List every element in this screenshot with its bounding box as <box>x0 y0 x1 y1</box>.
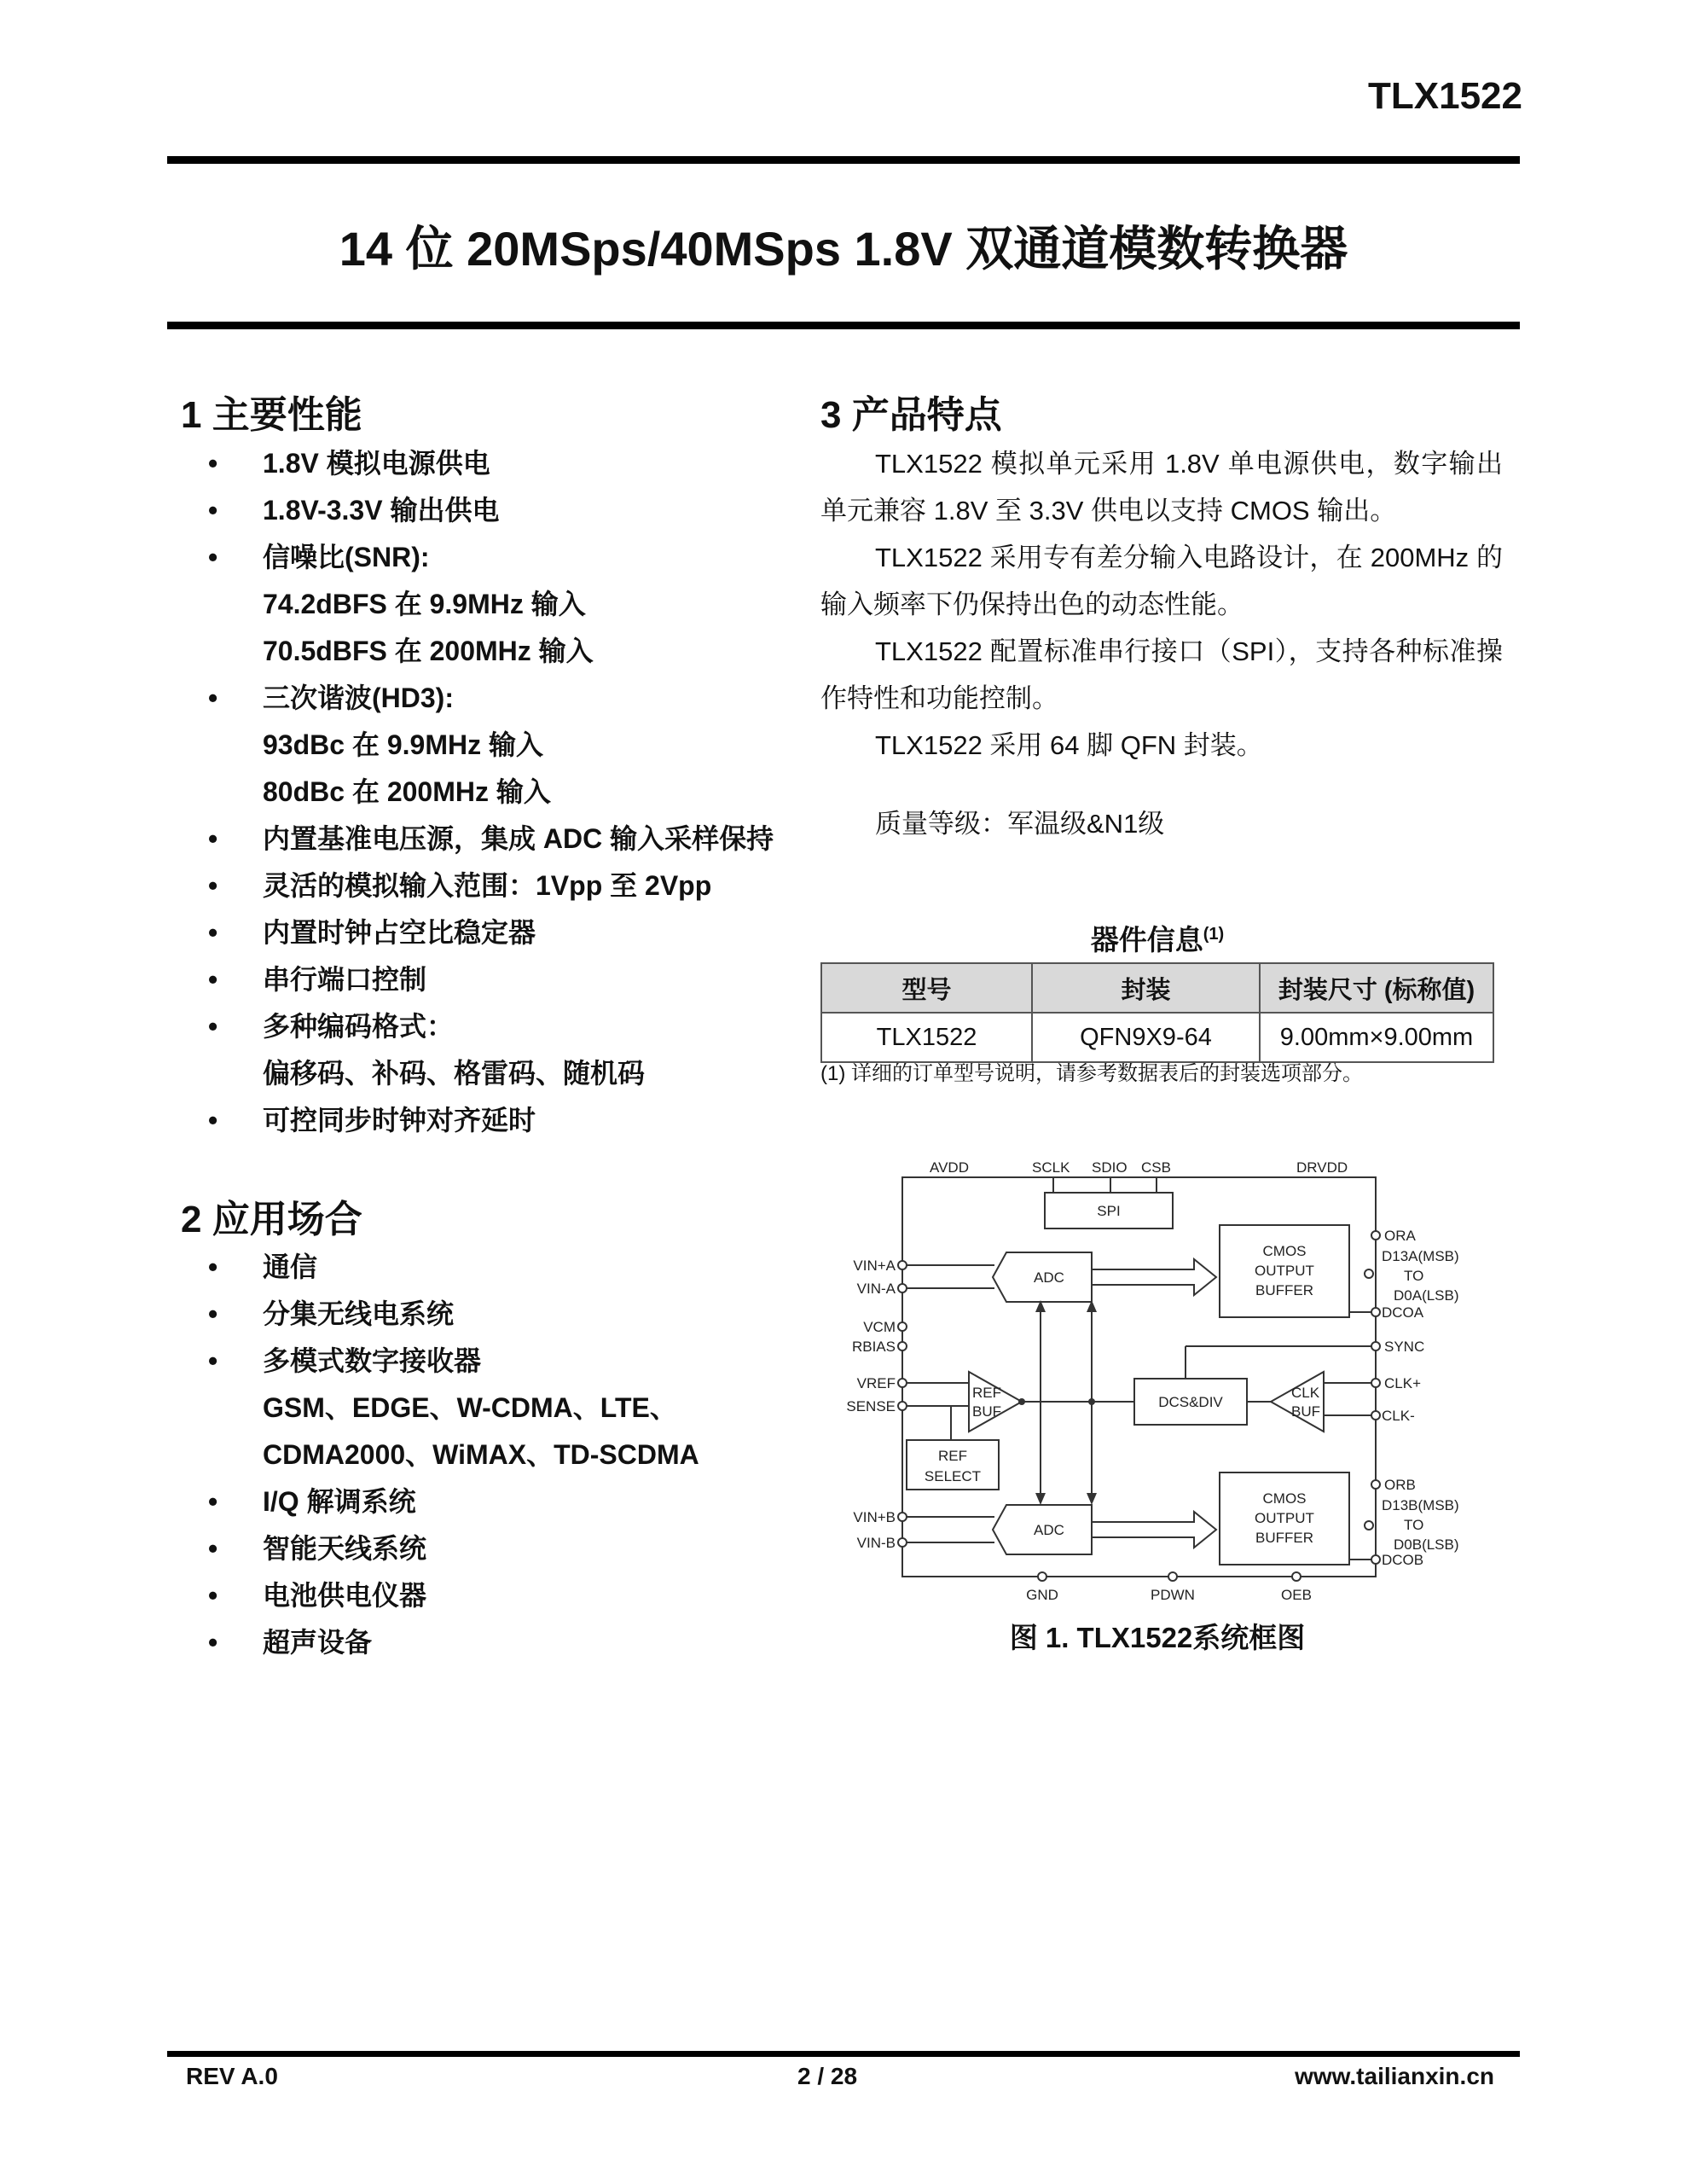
pin-dcoa: DCOA <box>1382 1304 1424 1321</box>
table-header-row <box>821 963 1493 1013</box>
bullet-icon: • <box>208 1580 218 1611</box>
list-item <box>196 1244 827 1291</box>
pin-vin-minus-a: VIN-A <box>856 1281 896 1297</box>
bullet-icon: • <box>208 495 218 526</box>
list-item-subline: 93dBc 在 9.9MHz 输入 <box>263 729 543 760</box>
list-item <box>196 956 827 1003</box>
pin-sense: SENSE <box>846 1398 896 1414</box>
ref-select-line1: REF <box>938 1448 967 1464</box>
device-info-table <box>820 962 1494 1063</box>
list-item-text: 分集无线电系统 <box>263 1298 455 1329</box>
pin-orb: ORB <box>1384 1477 1416 1493</box>
list-item-subline: 偏移码、补码、格雷码、随机码 <box>263 1058 646 1089</box>
data-arrow-a <box>1092 1259 1216 1295</box>
pin-vin-minus-b: VIN-B <box>856 1535 896 1551</box>
pin-sdio: SDIO <box>1092 1159 1128 1176</box>
list-item <box>196 863 827 909</box>
pin-sclk: SCLK <box>1032 1159 1070 1176</box>
pin-avdd: AVDD <box>930 1159 969 1176</box>
bullet-icon: • <box>208 1627 218 1658</box>
pin-d0a: D0A(LSB) <box>1394 1287 1459 1304</box>
list-item-text: 通信 <box>263 1252 318 1282</box>
paragraph: TLX1522 采用 64 脚 QFN 封装。 <box>875 730 1263 760</box>
data-arrow-b <box>1092 1512 1216 1548</box>
table-header-cell: 封装尺寸 (标称值) <box>1260 963 1493 1013</box>
list-item-text: 灵活的模拟输入范围：1Vpp 至 2Vpp <box>263 870 712 901</box>
list-item-subline: 74.2dBFS 在 9.9MHz 输入 <box>263 589 586 619</box>
bullet-icon: • <box>208 1011 218 1042</box>
list-item <box>196 1338 827 1478</box>
bullet-icon: • <box>208 1298 218 1329</box>
list-item-text: 内置基准电压源，集成 ADC 输入采样保持 <box>263 823 774 854</box>
section2-heading: 2 应用场合 <box>181 1199 362 1240</box>
ref-buf-block <box>969 1372 1022 1432</box>
pin-vref: VREF <box>856 1375 896 1391</box>
section1-heading: 1 主要性能 <box>181 394 362 436</box>
quality-grade: 质量等级：军温级&N1级 <box>875 809 1165 839</box>
pin-d13a: D13A(MSB) <box>1382 1248 1459 1264</box>
table-caption-text: 器件信息 <box>1090 924 1203 956</box>
footer-rev: REV A.0 <box>186 2063 278 2089</box>
table-cell: 9.00mm×9.00mm <box>1260 1013 1493 1062</box>
table-footnote: (1) 详细的订单型号说明，请参考数据表后的封装选项部分。 <box>820 1062 1363 1085</box>
ref-select-line2: SELECT <box>924 1468 982 1484</box>
bullet-icon: • <box>208 1486 218 1517</box>
pin-to-a: TO <box>1404 1268 1424 1284</box>
clk-buf-block <box>1271 1372 1324 1432</box>
list-item-text: 1.8V-3.3V 输出供电 <box>263 495 500 526</box>
cmos-b-line2: OUTPUT <box>1255 1510 1314 1526</box>
table-header-cell: 型号 <box>821 963 1032 1013</box>
list-item-text: 串行端口控制 <box>263 964 427 995</box>
list-item <box>196 1572 827 1619</box>
bullet-icon: • <box>208 870 218 901</box>
paragraph: TLX1522 模拟单元采用 1.8V 单电源供电，数字输出单元兼容 1.8V 至 3.3V 供电以支持 CMOS 输出。 <box>820 449 1503 526</box>
footer-page: 2 / 28 <box>797 2063 858 2089</box>
section3-heading: 3 产品特点 <box>820 394 1002 436</box>
bullet-icon: • <box>208 1252 218 1282</box>
adc-a-label: ADC <box>1034 1269 1064 1286</box>
clk-buf-line2: BUF <box>1291 1403 1320 1420</box>
pin-vcm: VCM <box>863 1319 896 1335</box>
pin-rbias: RBIAS <box>851 1339 896 1355</box>
list-item <box>196 1003 827 1097</box>
list-item <box>196 816 827 863</box>
cmos-a-line3: BUFFER <box>1255 1282 1313 1298</box>
pin-dcob: DCOB <box>1382 1552 1424 1568</box>
paragraph: TLX1522 采用专有差分输入电路设计，在 200MHz 的输入频率下仍保持出色的动态性能。 <box>820 543 1503 619</box>
pin-gnd: GND <box>1026 1587 1058 1603</box>
list-item <box>196 534 827 675</box>
pin-vin-plus-a: VIN+A <box>853 1258 896 1274</box>
pin-pdwn: PDWN <box>1151 1587 1195 1603</box>
list-item <box>196 440 827 487</box>
list-item <box>196 1478 827 1525</box>
list-item <box>196 487 827 534</box>
pin-to-b: TO <box>1404 1517 1424 1533</box>
list-item-text: I/Q 解调系统 <box>263 1486 416 1517</box>
list-item <box>196 1097 827 1144</box>
pin-clk-plus: CLK+ <box>1384 1375 1421 1391</box>
section1-list <box>196 440 827 1144</box>
list-item-text: 三次谐波(HD3): <box>263 682 454 713</box>
table-row <box>821 1013 1493 1062</box>
list-item-subline: 80dBc 在 200MHz 输入 <box>263 776 551 807</box>
list-item-text: 内置时钟占空比稳定器 <box>263 917 536 948</box>
bullet-icon: • <box>208 682 218 713</box>
list-item-text: 多模式数字接收器 <box>263 1345 482 1376</box>
list-item-text: 多种编码格式： <box>263 1011 455 1042</box>
pin-d0b: D0B(LSB) <box>1394 1536 1459 1553</box>
list-item-text: 1.8V 模拟电源供电 <box>263 448 490 479</box>
cmos-b-line3: BUFFER <box>1255 1530 1313 1546</box>
list-item-subline: 70.5dBFS 在 200MHz 输入 <box>263 636 594 666</box>
page-title: 14 位 20MSps/40MSps 1.8V 双通道模数转换器 <box>339 222 1348 276</box>
list-item <box>196 1525 827 1572</box>
header-rule <box>167 156 1520 164</box>
cmos-a-line2: OUTPUT <box>1255 1263 1314 1279</box>
bullet-icon: • <box>208 823 218 854</box>
cmos-a-line1: CMOS <box>1262 1243 1307 1259</box>
table-cell: TLX1522 <box>821 1013 1032 1062</box>
table-cell: QFN9X9-64 <box>1032 1013 1260 1062</box>
section2-list <box>196 1244 827 1666</box>
pin-csb: CSB <box>1141 1159 1171 1176</box>
table-caption <box>820 918 1494 958</box>
list-item <box>196 1291 827 1338</box>
adc-b-label: ADC <box>1034 1522 1064 1538</box>
footer-url: www.tailianxin.cn <box>1295 2063 1494 2089</box>
list-item-text: 电池供电仪器 <box>263 1580 427 1611</box>
header-part-number: TLX1522 <box>1368 75 1522 117</box>
list-item <box>196 675 827 816</box>
list-item-subline: GSM、EDGE、W-CDMA、LTE、 <box>263 1392 677 1423</box>
list-item <box>196 909 827 956</box>
cmos-b-line1: CMOS <box>1262 1490 1307 1507</box>
list-item-text: 信噪比(SNR): <box>263 542 430 572</box>
pin-vin-plus-b: VIN+B <box>853 1509 896 1525</box>
block-diagram <box>836 1150 1459 1611</box>
pin-clk-minus: CLK- <box>1382 1408 1415 1424</box>
clk-buf-line1: CLK <box>1291 1385 1320 1401</box>
table-header-cell: 封装 <box>1032 963 1260 1013</box>
table-caption-note: (1) <box>1203 925 1225 944</box>
spi-label: SPI <box>1097 1203 1121 1219</box>
bullet-icon: • <box>208 1345 218 1376</box>
bullet-icon: • <box>208 964 218 995</box>
list-item-text: 智能天线系统 <box>263 1533 427 1564</box>
bullet-icon: • <box>208 542 218 572</box>
list-item-subline: CDMA2000、WiMAX、TD-SCDMA <box>263 1439 699 1470</box>
paragraph: TLX1522 配置标准串行接口（SPI），支持各种标准操作特性和功能控制。 <box>820 636 1503 713</box>
list-item <box>196 1619 827 1666</box>
pin-ora: ORA <box>1384 1228 1416 1244</box>
ref-buf-line1: REF <box>972 1385 1001 1401</box>
figure-caption: 图 1. TLX1522系统框图 <box>1009 1622 1306 1653</box>
bullet-icon: • <box>208 917 218 948</box>
dcs-label: DCS&DIV <box>1158 1394 1223 1410</box>
footer-rule <box>167 2051 1520 2057</box>
bullet-icon: • <box>208 1533 218 1564</box>
list-item-text: 可控同步时钟对齐延时 <box>263 1105 536 1136</box>
title-rule <box>167 322 1520 329</box>
list-item-text: 超声设备 <box>263 1627 373 1658</box>
pin-drvdd: DRVDD <box>1296 1159 1348 1176</box>
pin-d13b: D13B(MSB) <box>1382 1497 1459 1513</box>
section3-paragraphs <box>820 440 1503 769</box>
bullet-icon: • <box>208 448 218 479</box>
pin-sync: SYNC <box>1384 1339 1425 1355</box>
ref-buf-line2: BUF <box>972 1403 1001 1420</box>
pin-oeb: OEB <box>1281 1587 1312 1603</box>
bullet-icon: • <box>208 1105 218 1136</box>
